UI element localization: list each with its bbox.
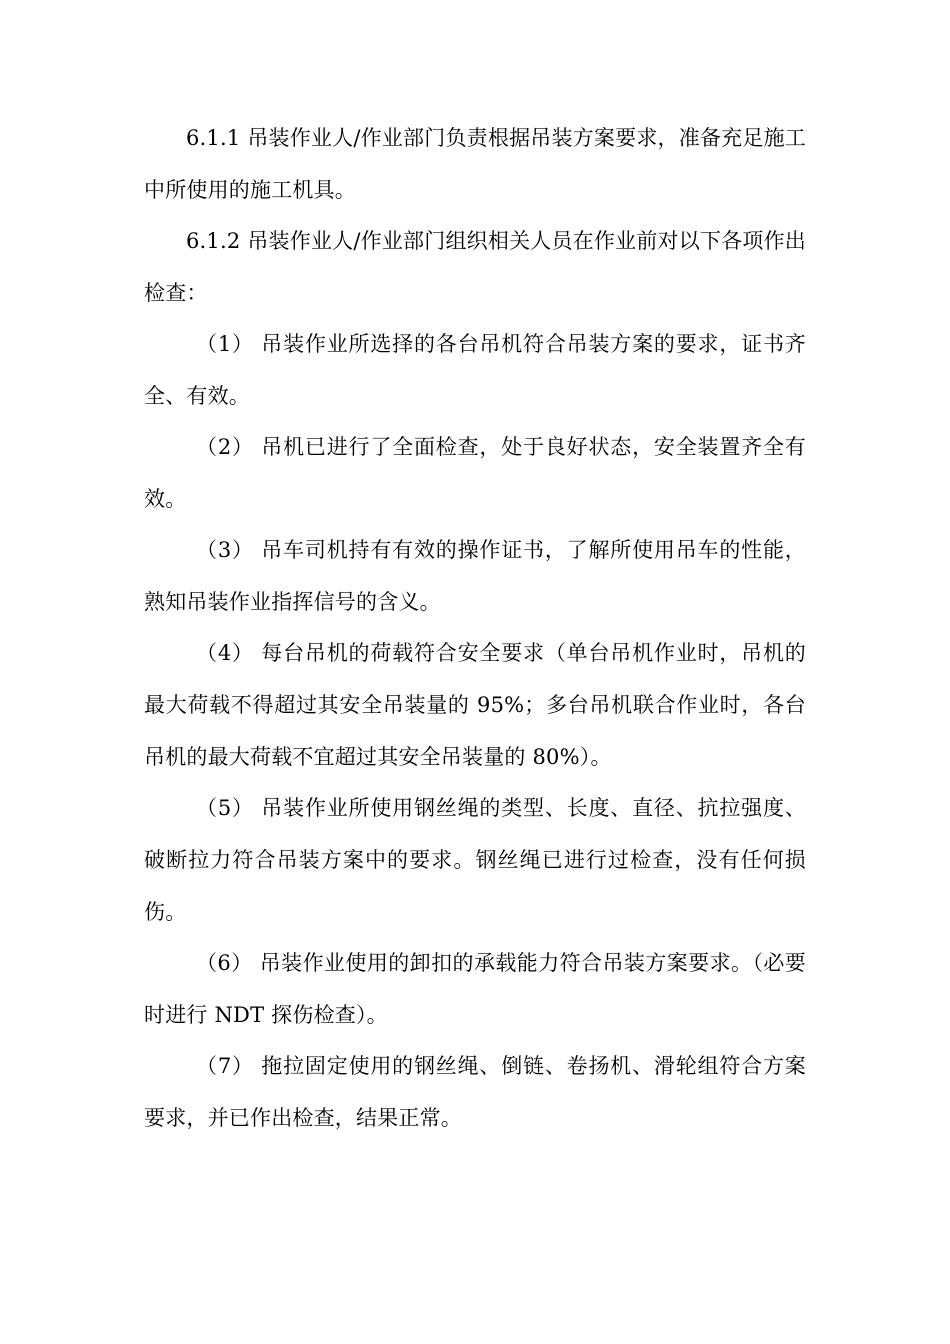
list-item-7: （7） 拖拉固定使用的钢丝绳、倒链、卷扬机、滑轮组符合方案要求，并已作出检查，结果正常。 [144,1054,806,1130]
paragraph-6-1-1: 6.1.1 吊装作业人/作业部门负责根据吊装方案要求，准备充足施工中所使用的施工机具。 [144,126,806,202]
list-item-4: （4） 每台吊机的荷载符合安全要求（单台吊机作业时，吊机的最大荷载不得超过其安全吊装量的 95%；多台吊机联合作业时，各台吊机的最大荷载不宜超过其安全吊装量的 80%）。 [144,641,806,769]
list-item-5: （5） 吊装作业所使用钢丝绳的类型、长度、直径、抗拉强度、破断拉力符合吊装方案中的要求。钢丝绳已进行过检查，没有任何损伤。 [144,796,806,924]
list-item-3: （3） 吊车司机持有有效的操作证书，了解所使用吊车的性能，熟知吊装作业指挥信号的含义。 [144,538,806,614]
paragraph-6-1-2: 6.1.2 吊装作业人/作业部门组织相关人员在作业前对以下各项作出检查： [144,229,806,305]
list-item-2: （2） 吊机已进行了全面检查，处于良好状态，安全装置齐全有效。 [144,435,806,511]
list-item-1: （1） 吊装作业所选择的各台吊机符合吊装方案的要求，证书齐全、有效。 [144,332,806,408]
list-item-6: （6） 吊装作业使用的卸扣的承载能力符合吊装方案要求。（必要时进行 NDT 探伤检查）。 [144,951,806,1027]
